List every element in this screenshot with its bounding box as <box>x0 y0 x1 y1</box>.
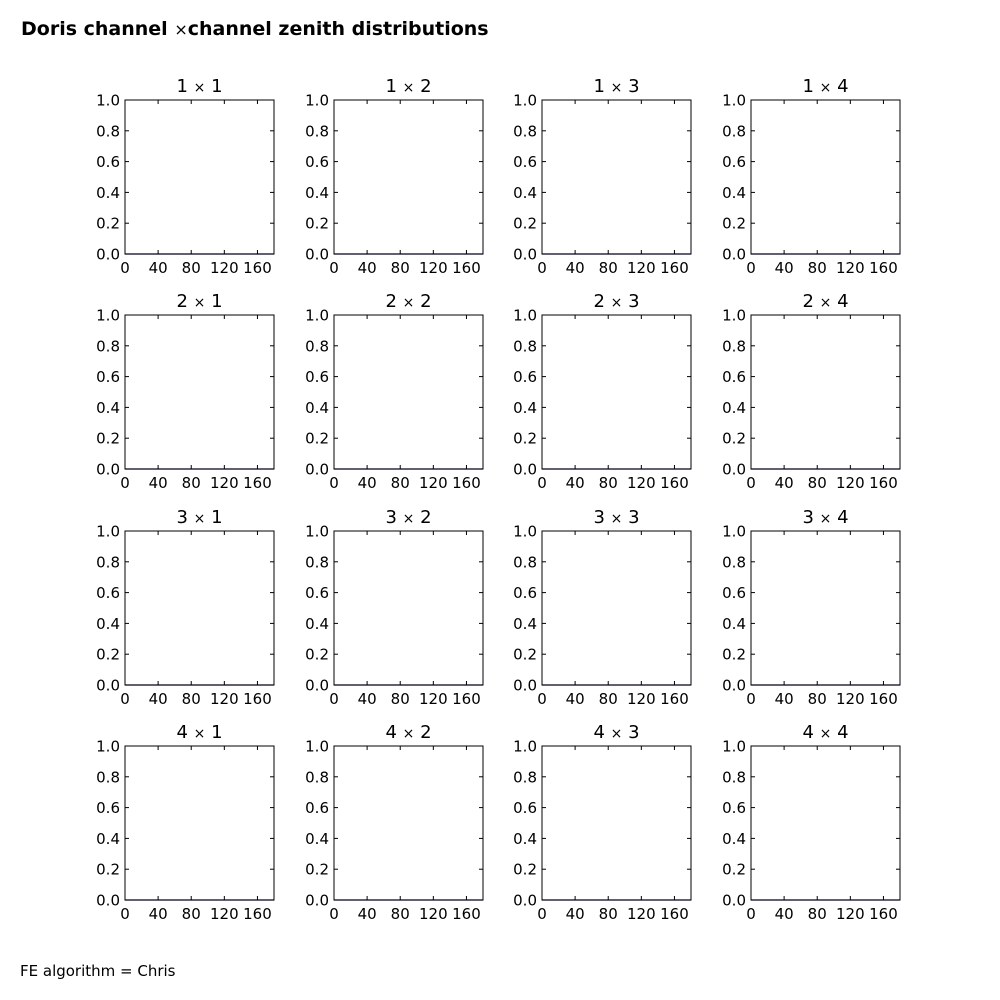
x-tick-label: 40 <box>774 259 794 277</box>
panel-4x4 <box>722 722 900 923</box>
axes-frame <box>125 100 274 254</box>
x-tick-label: 40 <box>148 690 168 708</box>
y-tick-label: 1.0 <box>722 737 746 756</box>
axes-frame <box>125 315 274 469</box>
y-tick-label: 0.4 <box>722 398 746 417</box>
x-tick-label: 160 <box>243 259 272 277</box>
x-tick-label: 80 <box>598 259 618 277</box>
y-tick-label: 0.0 <box>722 676 746 695</box>
y-tick-label: 0.4 <box>722 183 746 202</box>
x-tick-label: 160 <box>869 690 898 708</box>
y-tick-label: 0.4 <box>96 614 120 633</box>
x-tick-label: 120 <box>419 259 448 277</box>
x-tick-label: 80 <box>390 259 410 277</box>
x-tick-label: 160 <box>869 259 898 277</box>
y-tick-label: 0.2 <box>305 214 329 233</box>
x-tick-label: 80 <box>181 259 201 277</box>
panel-title <box>385 507 431 528</box>
y-tick-label: 0.8 <box>96 768 120 787</box>
y-tick-label: 1.0 <box>722 522 746 541</box>
axes-frame <box>334 531 483 685</box>
x-tick-label: 120 <box>836 259 865 277</box>
panel-title-times-symbol: × <box>610 80 623 96</box>
y-tick-label: 0.0 <box>305 676 329 695</box>
axes-frame <box>542 315 691 469</box>
x-tick-label: 80 <box>807 474 827 492</box>
panel-title <box>593 291 639 312</box>
x-tick-label: 120 <box>627 474 656 492</box>
panel-title-row: 2 <box>176 291 194 312</box>
y-tick-label: 0.8 <box>96 122 120 141</box>
y-tick-label: 0.6 <box>305 799 329 818</box>
x-tick-label: 120 <box>419 474 448 492</box>
x-tick-label: 0 <box>746 474 756 492</box>
y-tick-label: 0.2 <box>96 645 120 664</box>
x-tick-label: 80 <box>598 690 618 708</box>
panel-title-row: 3 <box>802 507 820 528</box>
y-tick-label: 0.6 <box>96 584 120 603</box>
x-tick-label: 160 <box>452 474 481 492</box>
panel-title-col: 4 <box>831 507 849 528</box>
y-tick-label: 0.6 <box>722 799 746 818</box>
x-tick-label: 80 <box>181 474 201 492</box>
y-tick-label: 0.4 <box>96 183 120 202</box>
x-tick-label: 120 <box>210 905 239 923</box>
y-tick-label: 0.0 <box>722 460 746 479</box>
y-tick-label: 0.2 <box>96 860 120 879</box>
y-tick-label: 0.4 <box>513 614 537 633</box>
y-tick-label: 0.0 <box>513 891 537 910</box>
x-tick-label: 120 <box>419 690 448 708</box>
panel-1x3 <box>513 76 691 277</box>
x-tick-label: 160 <box>452 259 481 277</box>
y-tick-label: 1.0 <box>513 91 537 110</box>
y-tick-label: 1.0 <box>513 737 537 756</box>
panel-title <box>802 76 848 97</box>
x-tick-label: 0 <box>329 905 339 923</box>
x-tick-label: 40 <box>148 474 168 492</box>
x-tick-label: 160 <box>660 690 689 708</box>
y-tick-label: 0.4 <box>513 183 537 202</box>
axes-frame <box>751 100 900 254</box>
panel-1x4 <box>722 76 900 277</box>
panel-4x1 <box>96 722 274 923</box>
y-tick-label: 0.8 <box>305 553 329 572</box>
y-tick-label: 0.0 <box>722 891 746 910</box>
panel-title-times-symbol: × <box>819 295 832 311</box>
panel-title-row: 3 <box>385 507 403 528</box>
panel-title-times-symbol: × <box>819 511 832 527</box>
x-tick-label: 120 <box>210 259 239 277</box>
panel-title-times-symbol: × <box>193 511 206 527</box>
panel-title-col: 3 <box>622 291 640 312</box>
x-tick-label: 0 <box>120 905 130 923</box>
x-tick-label: 0 <box>329 474 339 492</box>
x-tick-label: 0 <box>329 690 339 708</box>
panel-title-col: 2 <box>414 76 432 97</box>
x-tick-label: 0 <box>746 259 756 277</box>
y-tick-label: 1.0 <box>305 522 329 541</box>
x-tick-label: 80 <box>807 905 827 923</box>
panel-title-row: 3 <box>176 507 194 528</box>
panel-title-col: 1 <box>205 722 223 743</box>
y-tick-label: 0.6 <box>722 368 746 387</box>
axes-frame <box>751 531 900 685</box>
x-tick-label: 40 <box>357 690 377 708</box>
y-tick-label: 1.0 <box>305 306 329 325</box>
panel-4x3 <box>513 722 691 923</box>
panel-title-col: 1 <box>205 291 223 312</box>
figure-title-times-symbol: × <box>174 20 188 39</box>
x-tick-label: 160 <box>243 905 272 923</box>
y-tick-label: 0.8 <box>513 337 537 356</box>
panel-title <box>802 291 848 312</box>
x-tick-label: 160 <box>660 905 689 923</box>
y-tick-label: 0.8 <box>96 553 120 572</box>
x-tick-label: 80 <box>390 905 410 923</box>
x-tick-label: 160 <box>869 905 898 923</box>
y-tick-label: 0.2 <box>305 429 329 448</box>
panel-title-times-symbol: × <box>193 80 206 96</box>
y-tick-label: 0.0 <box>513 245 537 264</box>
x-tick-label: 120 <box>627 259 656 277</box>
panel-title-times-symbol: × <box>193 295 206 311</box>
panel-2x4 <box>722 291 900 492</box>
panel-title <box>176 722 222 743</box>
panel-title-col: 2 <box>414 722 432 743</box>
x-tick-label: 160 <box>452 905 481 923</box>
axes-frame <box>542 100 691 254</box>
panel-title <box>176 291 222 312</box>
panel-title-times-symbol: × <box>610 726 623 742</box>
panel-title <box>593 722 639 743</box>
y-tick-label: 0.0 <box>305 891 329 910</box>
x-tick-label: 0 <box>537 259 547 277</box>
panel-title-times-symbol: × <box>819 80 832 96</box>
x-tick-label: 40 <box>565 690 585 708</box>
y-tick-label: 0.4 <box>305 829 329 848</box>
x-tick-label: 0 <box>537 474 547 492</box>
panel-title <box>385 722 431 743</box>
y-tick-label: 0.2 <box>305 645 329 664</box>
x-tick-label: 0 <box>537 690 547 708</box>
y-tick-label: 0.2 <box>722 645 746 664</box>
y-tick-label: 0.6 <box>305 584 329 603</box>
panel-3x1 <box>96 507 274 708</box>
x-tick-label: 0 <box>120 690 130 708</box>
footnote: FE algorithm = Chris <box>20 962 176 980</box>
panel-title <box>385 76 431 97</box>
panel-4x2 <box>305 722 483 923</box>
axes-frame <box>334 315 483 469</box>
y-tick-label: 0.2 <box>513 429 537 448</box>
panel-title-times-symbol: × <box>193 726 206 742</box>
y-tick-label: 0.0 <box>722 245 746 264</box>
panel-1x1 <box>96 76 274 277</box>
x-tick-label: 80 <box>598 905 618 923</box>
y-tick-label: 0.8 <box>96 337 120 356</box>
y-tick-label: 0.4 <box>722 829 746 848</box>
y-tick-label: 0.4 <box>513 829 537 848</box>
y-tick-label: 0.6 <box>305 368 329 387</box>
panel-title-col: 4 <box>831 722 849 743</box>
figure-title-prefix: Doris channel <box>21 18 175 40</box>
y-tick-label: 0.2 <box>722 429 746 448</box>
x-tick-label: 160 <box>660 259 689 277</box>
x-tick-label: 40 <box>774 905 794 923</box>
y-tick-label: 0.4 <box>722 614 746 633</box>
y-tick-label: 0.4 <box>96 398 120 417</box>
x-tick-label: 120 <box>836 690 865 708</box>
x-tick-label: 40 <box>357 259 377 277</box>
x-tick-label: 160 <box>243 690 272 708</box>
x-tick-label: 40 <box>565 259 585 277</box>
panel-title-row: 2 <box>385 291 403 312</box>
axes-frame <box>125 746 274 900</box>
y-tick-label: 0.8 <box>722 768 746 787</box>
y-tick-label: 0.6 <box>96 799 120 818</box>
y-tick-label: 0.8 <box>722 553 746 572</box>
panel-3x3 <box>513 507 691 708</box>
panel-title-times-symbol: × <box>402 295 415 311</box>
y-tick-label: 0.0 <box>96 676 120 695</box>
x-tick-label: 160 <box>869 474 898 492</box>
panel-title <box>593 76 639 97</box>
panel-title <box>593 507 639 528</box>
y-tick-label: 1.0 <box>96 306 120 325</box>
x-tick-label: 40 <box>357 474 377 492</box>
panel-title <box>385 291 431 312</box>
x-tick-label: 40 <box>148 905 168 923</box>
y-tick-label: 0.6 <box>513 584 537 603</box>
y-tick-label: 0.2 <box>305 860 329 879</box>
axes-frame <box>334 100 483 254</box>
x-tick-label: 40 <box>565 474 585 492</box>
panel-title-row: 2 <box>593 291 611 312</box>
x-tick-label: 160 <box>243 474 272 492</box>
y-tick-label: 1.0 <box>513 522 537 541</box>
y-tick-label: 0.6 <box>96 368 120 387</box>
y-tick-label: 0.0 <box>513 676 537 695</box>
y-tick-label: 0.8 <box>722 337 746 356</box>
panel-2x1 <box>96 291 274 492</box>
panel-title-col: 4 <box>831 76 849 97</box>
y-tick-label: 0.8 <box>305 337 329 356</box>
panel-title-times-symbol: × <box>402 726 415 742</box>
panel-title-col: 3 <box>622 722 640 743</box>
panel-title-row: 1 <box>176 76 194 97</box>
y-tick-label: 0.4 <box>305 614 329 633</box>
y-tick-label: 0.8 <box>305 768 329 787</box>
panel-title-row: 4 <box>802 722 820 743</box>
panel-title-times-symbol: × <box>610 295 623 311</box>
y-tick-label: 1.0 <box>96 91 120 110</box>
x-tick-label: 0 <box>329 259 339 277</box>
panel-1x2 <box>305 76 483 277</box>
panel-title-col: 1 <box>205 76 223 97</box>
y-tick-label: 1.0 <box>96 737 120 756</box>
x-tick-label: 0 <box>746 690 756 708</box>
x-tick-label: 120 <box>836 474 865 492</box>
panel-title-row: 2 <box>802 291 820 312</box>
y-tick-label: 0.0 <box>96 460 120 479</box>
panel-title <box>802 507 848 528</box>
x-tick-label: 80 <box>807 690 827 708</box>
x-tick-label: 0 <box>120 259 130 277</box>
axes-frame <box>751 746 900 900</box>
panel-title-col: 3 <box>622 76 640 97</box>
axes-frame <box>125 531 274 685</box>
x-tick-label: 0 <box>120 474 130 492</box>
panel-title-row: 4 <box>593 722 611 743</box>
panel-title-times-symbol: × <box>610 511 623 527</box>
y-tick-label: 0.2 <box>513 860 537 879</box>
x-tick-label: 40 <box>774 474 794 492</box>
y-tick-label: 0.2 <box>513 214 537 233</box>
y-tick-label: 0.4 <box>305 183 329 202</box>
y-tick-label: 1.0 <box>722 91 746 110</box>
y-tick-label: 0.6 <box>722 153 746 172</box>
panel-title-row: 1 <box>593 76 611 97</box>
panel-title-col: 2 <box>414 291 432 312</box>
y-tick-label: 0.2 <box>96 214 120 233</box>
y-tick-label: 0.2 <box>513 645 537 664</box>
x-tick-label: 80 <box>390 690 410 708</box>
figure-title-suffix: channel zenith distributions <box>187 18 489 40</box>
x-tick-label: 0 <box>746 905 756 923</box>
y-tick-label: 0.0 <box>305 245 329 264</box>
x-tick-label: 40 <box>565 905 585 923</box>
y-tick-label: 1.0 <box>96 522 120 541</box>
y-tick-label: 0.2 <box>96 429 120 448</box>
y-tick-label: 0.8 <box>513 553 537 572</box>
axes-frame <box>542 746 691 900</box>
panel-title-row: 4 <box>385 722 403 743</box>
panel-title <box>176 507 222 528</box>
panel-title-row: 1 <box>385 76 403 97</box>
y-tick-label: 0.8 <box>513 768 537 787</box>
y-tick-label: 0.0 <box>96 891 120 910</box>
x-tick-label: 0 <box>537 905 547 923</box>
y-tick-label: 0.8 <box>722 122 746 141</box>
x-tick-label: 40 <box>148 259 168 277</box>
y-tick-label: 0.8 <box>305 122 329 141</box>
panel-title-col: 2 <box>414 507 432 528</box>
y-tick-label: 0.6 <box>513 368 537 387</box>
y-tick-label: 0.8 <box>513 122 537 141</box>
y-tick-label: 0.2 <box>722 860 746 879</box>
y-tick-label: 0.6 <box>722 584 746 603</box>
x-tick-label: 120 <box>836 905 865 923</box>
panel-2x2 <box>305 291 483 492</box>
y-tick-label: 0.4 <box>96 829 120 848</box>
y-tick-label: 0.2 <box>722 214 746 233</box>
y-tick-label: 1.0 <box>722 306 746 325</box>
y-tick-label: 0.0 <box>96 245 120 264</box>
y-tick-label: 0.4 <box>513 398 537 417</box>
y-tick-label: 0.4 <box>305 398 329 417</box>
y-tick-label: 0.6 <box>513 799 537 818</box>
x-tick-label: 160 <box>660 474 689 492</box>
x-tick-label: 120 <box>210 690 239 708</box>
axes-frame <box>542 531 691 685</box>
panel-title-row: 1 <box>802 76 820 97</box>
y-tick-label: 0.6 <box>96 153 120 172</box>
axes-frame <box>334 746 483 900</box>
x-tick-label: 80 <box>181 690 201 708</box>
y-tick-label: 0.6 <box>513 153 537 172</box>
panel-title-row: 3 <box>593 507 611 528</box>
panel-3x4 <box>722 507 900 708</box>
panel-title <box>176 76 222 97</box>
y-tick-label: 1.0 <box>305 91 329 110</box>
panel-title-times-symbol: × <box>819 726 832 742</box>
x-tick-label: 40 <box>774 690 794 708</box>
panel-title-col: 4 <box>831 291 849 312</box>
x-tick-label: 160 <box>452 690 481 708</box>
x-tick-label: 120 <box>627 905 656 923</box>
panel-3x2 <box>305 507 483 708</box>
axes-frame <box>751 315 900 469</box>
panel-title-times-symbol: × <box>402 511 415 527</box>
x-tick-label: 80 <box>181 905 201 923</box>
y-tick-label: 0.0 <box>305 460 329 479</box>
y-tick-label: 0.0 <box>513 460 537 479</box>
y-tick-label: 1.0 <box>305 737 329 756</box>
x-tick-label: 120 <box>419 905 448 923</box>
panel-2x3 <box>513 291 691 492</box>
y-tick-label: 0.6 <box>305 153 329 172</box>
x-tick-label: 120 <box>627 690 656 708</box>
panel-title-times-symbol: × <box>402 80 415 96</box>
x-tick-label: 80 <box>390 474 410 492</box>
x-tick-label: 120 <box>210 474 239 492</box>
panel-title <box>802 722 848 743</box>
panel-title-col: 1 <box>205 507 223 528</box>
x-tick-label: 80 <box>807 259 827 277</box>
panel-title-row: 4 <box>176 722 194 743</box>
panel-title-col: 3 <box>622 507 640 528</box>
x-tick-label: 40 <box>357 905 377 923</box>
y-tick-label: 1.0 <box>513 306 537 325</box>
x-tick-label: 80 <box>598 474 618 492</box>
